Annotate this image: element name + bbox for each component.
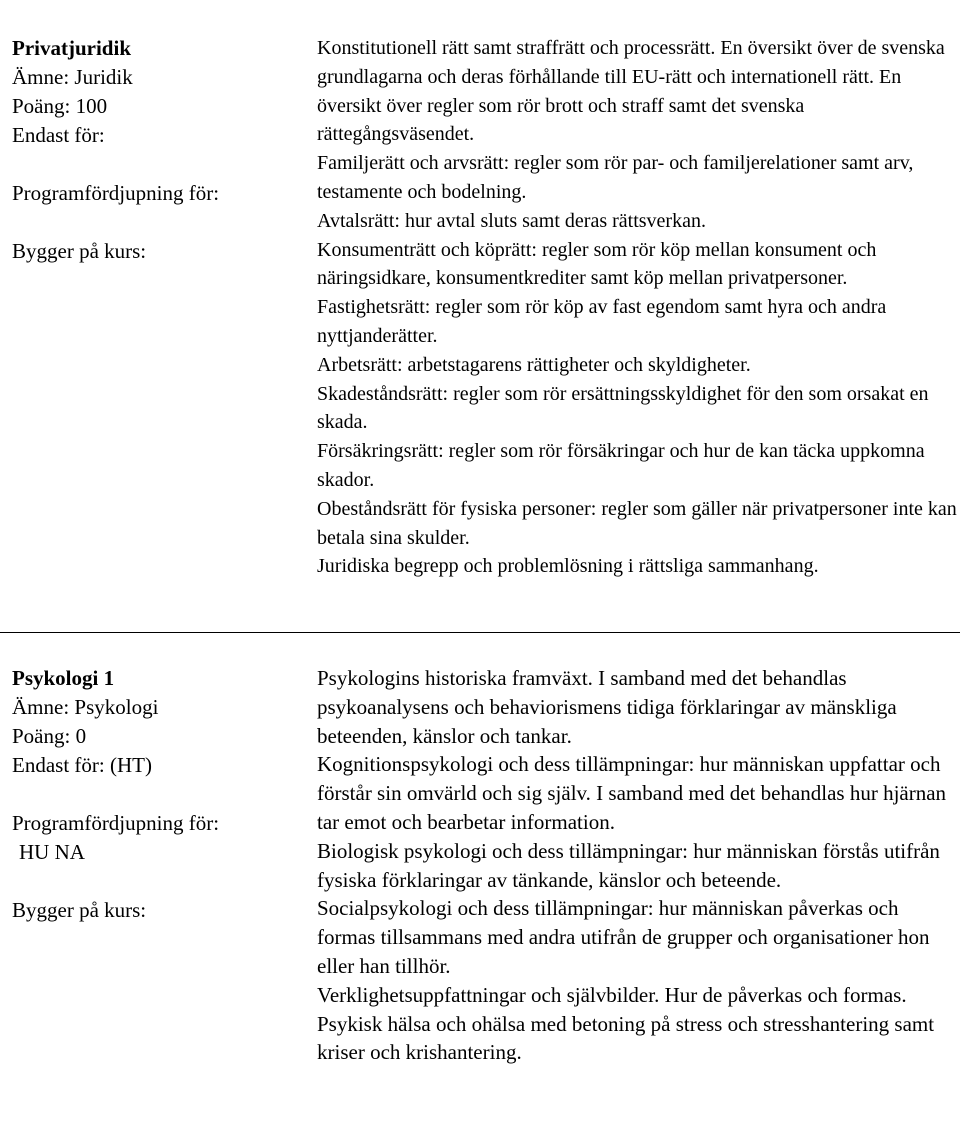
section-divider [0,632,960,633]
description-paragraph: Obeståndsrätt för fysiska personer: regler som gäller när privatpersoner inte kan betala sina skulder. [317,497,957,549]
description-paragraph: Familjerätt och arvsrätt: regler som rör par- och familjerelationer samt arv, testamente och bodelning. [317,152,914,203]
spacer [12,780,307,809]
course-points: Poäng: 100 [12,94,108,118]
course-description [317,34,957,581]
spacer [12,867,307,896]
course-meta [12,34,307,266]
course-program-label: Programfördjupning för: [12,181,220,205]
description-paragraph: Konsumenträtt och köprätt: regler som rör köp mellan konsument och näringsidkare, konsumentkrediter samt köp mellan privatpersoner. [317,238,877,290]
description-paragraph: Psykologins historiska framväxt. I samband med det behandlas psykoanalysens och behaviorismens tidiga förklaringar av mänskliga beteenden, känslor och tankar. [317,666,897,748]
course-builds-on: Bygger på kurs: [12,898,147,922]
course-title: Privatjuridik [12,36,131,60]
description-paragraph: Juridiska begrepp och problemlösning i rättsliga sammanhang. [317,555,819,578]
description-paragraph: Arbetsrätt: arbetstagarens rättigheter och skyldigheter. [317,353,751,376]
course-builds-on: Bygger på kurs: [12,239,147,263]
course-meta [12,664,307,925]
course-subject: Ämne: Juridik [12,65,133,89]
description-paragraph: Kognitionspsykologi och dess tillämpningar: hur människan uppfattar och förstår sin omvärld och sig själv. I samband med det behandlas hur hjärnan tar emot och bearbetar information. [317,752,947,834]
course-only-for: Endast för: (HT) [12,753,152,777]
description-paragraph: Socialpsykologi och dess tillämpningar: hur människan påverkas och formas tillsammans med andra utifrån de grupper och organisationer hon eller han tillhör. [317,896,930,978]
description-paragraph: Avtalsrätt: hur avtal sluts samt deras rättsverkan. [317,209,706,232]
course-points: Poäng: 0 [12,724,87,748]
spacer [12,150,307,179]
description-paragraph: Fastighetsrätt: regler som rör köp av fast egendom samt hyra och andra nyttjanderätter. [317,296,887,347]
course-program-label: Programfördjupning för: [12,811,220,835]
description-paragraph: Biologisk psykologi och dess tillämpningar: hur människan förstås utifrån fysiska förklaringar av tänkande, känslor och beteende. [317,838,940,892]
description-paragraph: Skadeståndsrätt: regler som rör ersättningsskyldighet för den som orsakat en skada. [317,382,929,434]
description-paragraph: Psykisk hälsa och ohälsa med betoning på stress och stresshantering samt kriser och krishantering. [317,1011,935,1065]
spacer [12,208,307,237]
description-paragraph: Konstitutionell rätt samt straffrätt och processrätt. En översikt över de svenska grundlagarna och deras förhållande till EU-rätt och internationell rätt. En översikt över regler som rör brott och straff samt det svenska rättegångsväsendet. [317,37,945,146]
description-paragraph: Verklighetsuppfattningar och självbilder. Hur de påverkas och formas. [317,982,907,1007]
description-paragraph: Försäkringsrätt: regler som rör försäkringar och hur de kan täcka uppkomna skador. [317,440,925,491]
course-description [317,664,957,1067]
course-only-for: Endast för: [12,123,105,147]
course-subject: Ämne: Psykologi [12,695,159,719]
course-title: Psykologi 1 [12,666,115,690]
course-program-value: HU NA [19,840,85,864]
